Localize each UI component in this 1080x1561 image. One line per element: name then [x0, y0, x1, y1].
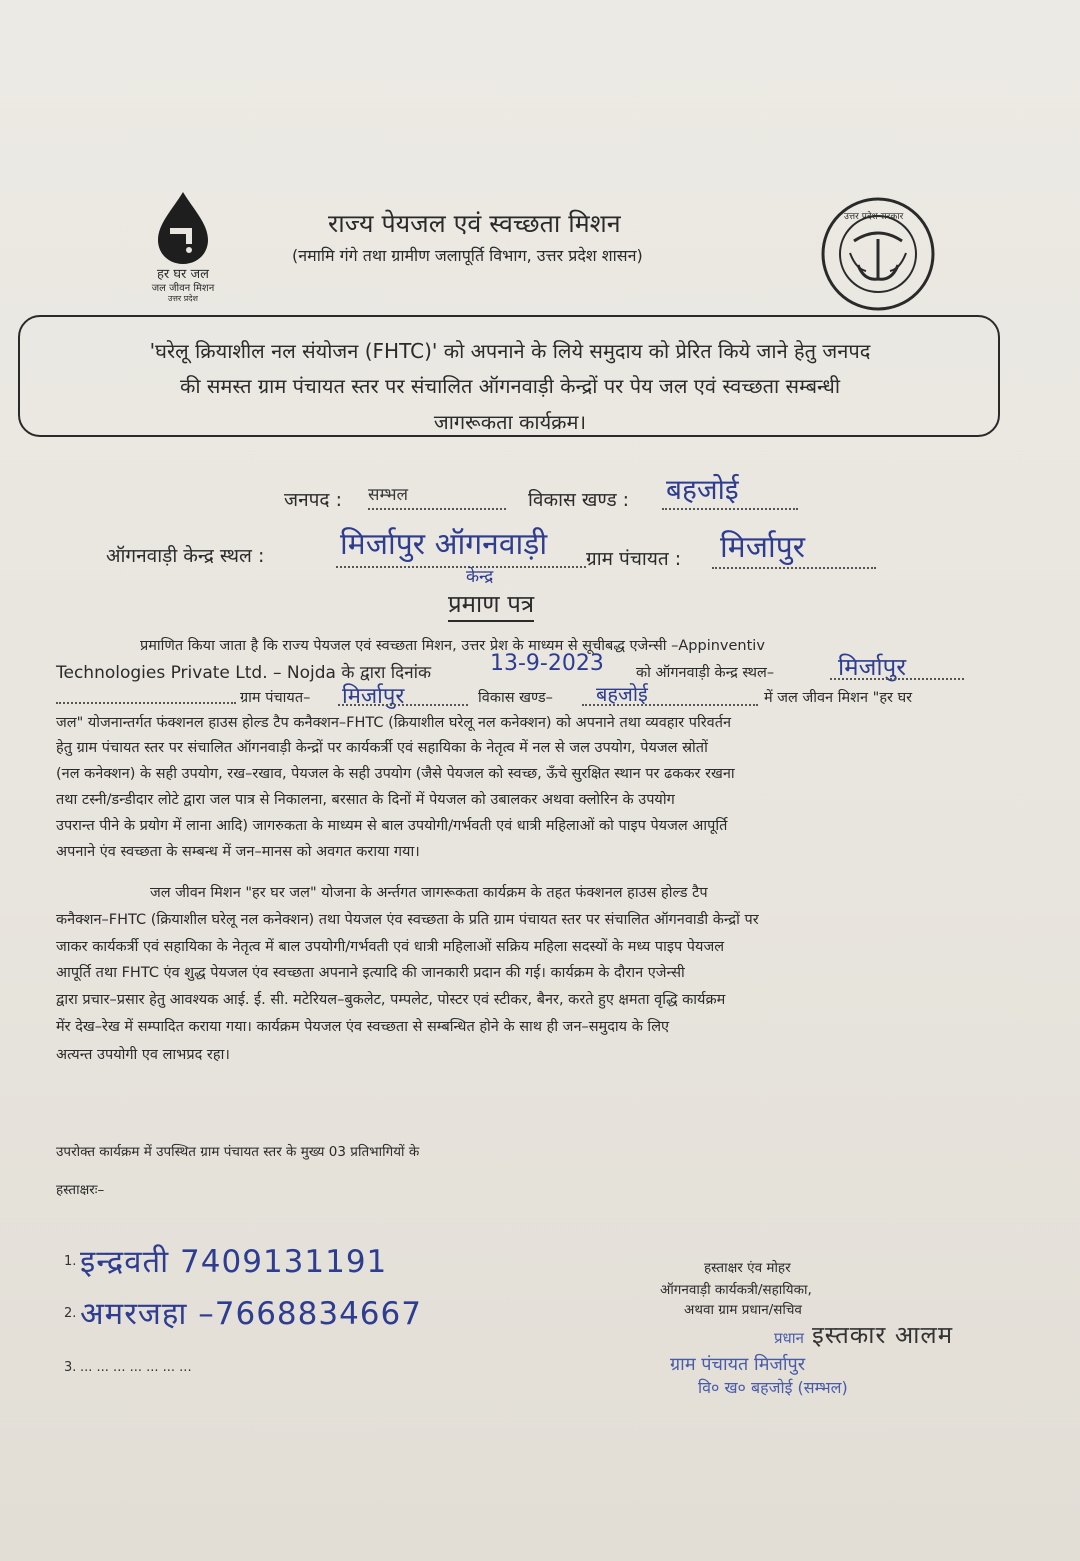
gp-leading-dots	[56, 700, 236, 704]
page-title: राज्य पेयजल एवं स्वच्छता मिशन	[328, 209, 621, 238]
janpad-field	[368, 486, 506, 510]
venue-value: मिर्जापुर	[838, 653, 907, 681]
logo-mission-name: जल जीवन मिशन	[151, 283, 215, 294]
certificate-heading: प्रमाण पत्र	[448, 587, 534, 622]
up-government-seal	[814, 195, 942, 313]
participant-1-signature: इन्द्रवती 7409131191	[80, 1244, 388, 1280]
para1-line-4: जल" योजनान्तर्गत फंक्शनल हाउस होल्ड टैप कनैक्शन–FHTC (क्रियाशील घरेलू नल कनेक्शन) को अपनाने तथा व्यवहार परिवर्तन	[56, 715, 732, 731]
para-gram-panchayat-value: मिर्जापुर	[342, 684, 405, 709]
para2-line-6: मेंर देख–रेख में सम्पादित कराया गया। कार्यक्रम पेयजल एंव स्वच्छता से सम्बन्धित होने के साथ ही जन–समुदाय के लिए	[56, 1019, 670, 1035]
gram-panchayat-value: मिर्जापुर	[720, 530, 806, 565]
para1-line-8: उपरान्त पीने के प्रयोग में लाना आदि) जागरुकता के माध्यम से बाल उपयोगी/गर्भवती एवं धात्री महिलाओं को पाइप पेयजल आपूर्ति	[56, 818, 728, 834]
seal-text: उत्तर प्रदेश सरकार	[844, 212, 904, 222]
vk-dots	[582, 702, 758, 706]
para2-line-1: जल जीवन मिशन "हर घर जल" योजना के अर्न्तगत जागरूकता कार्यक्रम के तहत फंक्शनल हाउस होल्ड टैप	[150, 885, 708, 901]
para1-line-3b: विकास खण्ड–	[478, 690, 553, 706]
participant-1-number: 1.	[64, 1254, 77, 1269]
har-ghar-jal-logo	[128, 188, 238, 303]
gram-panchayat-field	[712, 530, 876, 569]
para1-line-2a: Technologies Private Ltd. – Nojda के द्वारा दिनांक	[56, 663, 432, 683]
para1-line-3a: ग्राम पंचायत–	[240, 690, 311, 706]
program-title-line-3: जागरूकता कार्यक्रम।	[433, 410, 587, 434]
anganwadi-value: मिर्जापुर ऑगनवाड़ी	[340, 527, 548, 562]
participants-signatures-label: हस्ताक्षरः–	[56, 1182, 105, 1198]
stamp-block-district: वि० ख० बहजोई (सम्भल)	[698, 1378, 848, 1397]
para2-line-5: द्वारा प्रचार–प्रसार हेतु आवश्यक आई. ई. सी. मटेरियल–बुकलेट, पम्पलेट, पोस्टर एवं स्टीकर, बैनर, करते हुए क्षमता वृद्धि कार्यक्रम	[56, 992, 726, 1008]
water-drop-icon	[128, 188, 238, 266]
program-title-line-2: की समस्त ग्राम पंचायत स्तर पर संचालित ऑगनवाड़ी केन्द्रों पर पेय जल एवं स्वच्छता सम्बन्धी	[179, 374, 841, 398]
logo-state: उत्तर प्रदेश	[168, 294, 198, 303]
participant-3-number: 3.	[64, 1360, 77, 1375]
para1-line-3c: में जल जीवन मिशन "हर घर	[764, 690, 913, 706]
participants-intro: उपरोक्त कार्यक्रम में उपस्थित ग्राम पंचायत स्तर के मुख्य 03 प्रतिभागियों के	[56, 1144, 420, 1160]
janpad-value: सम्भल	[368, 485, 409, 505]
para2-line-3: जाकर कार्यकर्त्री एवं सहायिका के नेतृत्व में बाल उपयोगी/गर्भवती एवं धात्री महिलाओं सक्रिय महिला सदस्यों के मध्य पाइप पेयजल	[56, 939, 725, 955]
program-title-line-1: 'घरेलू क्रियाशील नल संयोजन (FHTC)' को अपनाने के लिये समुदाय को प्रेरित किये जाने हेतु जनपद	[149, 339, 871, 363]
para1-line-7: तथा टस्नी/डन्डीदार लोटे द्वारा जल पात्र से निकालना, बरसात के दिनों में पेयजल को उबालकर अथवा क्लोरिन के उपयोग	[56, 792, 675, 808]
para2-line-2: कनैक्शन–FHTC (क्रियाशील घरेलू नल कनेक्शन) तथा पेयजल एंव स्वच्छता के प्रति ग्राम पंचायत स्तर पर संचालित ऑगनवाडी केन्द्रों पर	[56, 912, 759, 928]
stamp-gram-panchayat: ग्राम पंचायत मिर्जापुर	[670, 1354, 806, 1375]
para2-line-7: अत्यन्त उपयोगी एव लाभप्रद रहा।	[56, 1047, 230, 1063]
worker-role-label: ऑगनवाड़ी कार्यकत्री/सहायिका,	[660, 1282, 812, 1298]
participant-3-blank: ... ... ... ... ... ... ...	[80, 1360, 192, 1375]
para1-line-6: (नल कनेक्शन) के सही उपयोग, रख–रखाव, पेयजल के सही उपयोग (जैसे पेयजल को स्वच्छ, ऊँचे सुरक्षित स्थान पर ढककर रखना	[56, 766, 735, 782]
page-subtitle: (नमामि गंगे तथा ग्रामीण जलापूर्ति विभाग, उत्तर प्रदेश शासन)	[292, 246, 643, 265]
event-date: 13-9-2023	[490, 651, 604, 676]
anganwadi-field	[336, 527, 586, 587]
pradhan-signature: इस्तकार आलम	[812, 1321, 954, 1349]
para1-line-9: अपनाने एंव स्वच्छता के सम्बन्ध में जन–मानस को अवगत कराया गया।	[56, 844, 420, 860]
para2-line-4: आपूर्ति तथा FHTC एंव शुद्ध पेयजल एंव स्वच्छता अपनाने इत्यादि की जानकारी प्रदान की गई। कार्यक्रम के दौरान एजेन्सी	[56, 965, 685, 981]
vikas-khand-value: बहजोई	[666, 473, 739, 506]
janpad-label: जनपद :	[284, 489, 342, 511]
para1-line-5: हेतु ग्राम पंचायत स्तर पर संचालित ऑगनवाड़ी केन्द्रों पर कार्यकर्त्री एवं सहायिका के नेतृत्व में नल से जल उपयोग, पेयजल स्रोतों	[56, 740, 708, 756]
gram-panchayat-label: ग्राम पंचायत :	[586, 548, 682, 570]
gp-dots	[338, 702, 468, 706]
para1-line-2b: को ऑगनवाड़ी केन्द्र स्थल–	[636, 665, 775, 681]
para1-line-1: प्रमाणित किया जाता है कि राज्य पेयजल एवं स्वच्छता मिशन, उत्तर प्रेश के माध्यम से सूचीबद्ध एजेन्सी –Appinventiv	[140, 638, 765, 654]
anganwadi-label: ऑगनवाड़ी केन्द्र स्थल :	[106, 545, 265, 567]
participant-2-signature: अमरजहा –7668834667	[80, 1296, 422, 1332]
sign-and-seal-label: हस्ताक्षर एंव मोहर	[704, 1260, 791, 1276]
participant-2-number: 2.	[64, 1306, 77, 1321]
para-vikas-khand-value: बहजोई	[596, 682, 648, 706]
anganwadi-value-suffix: केन्द्र	[466, 567, 494, 587]
stamp-pradhan: प्रधान	[774, 1329, 804, 1347]
pradhan-role-label: अथवा ग्राम प्रधान/सचिव	[684, 1302, 802, 1318]
logo-tagline: हर घर जल	[157, 267, 209, 282]
vikas-khand-field	[662, 473, 798, 510]
vikas-khand-label: विकास खण्ड :	[528, 489, 630, 511]
venue-dots	[830, 676, 964, 680]
